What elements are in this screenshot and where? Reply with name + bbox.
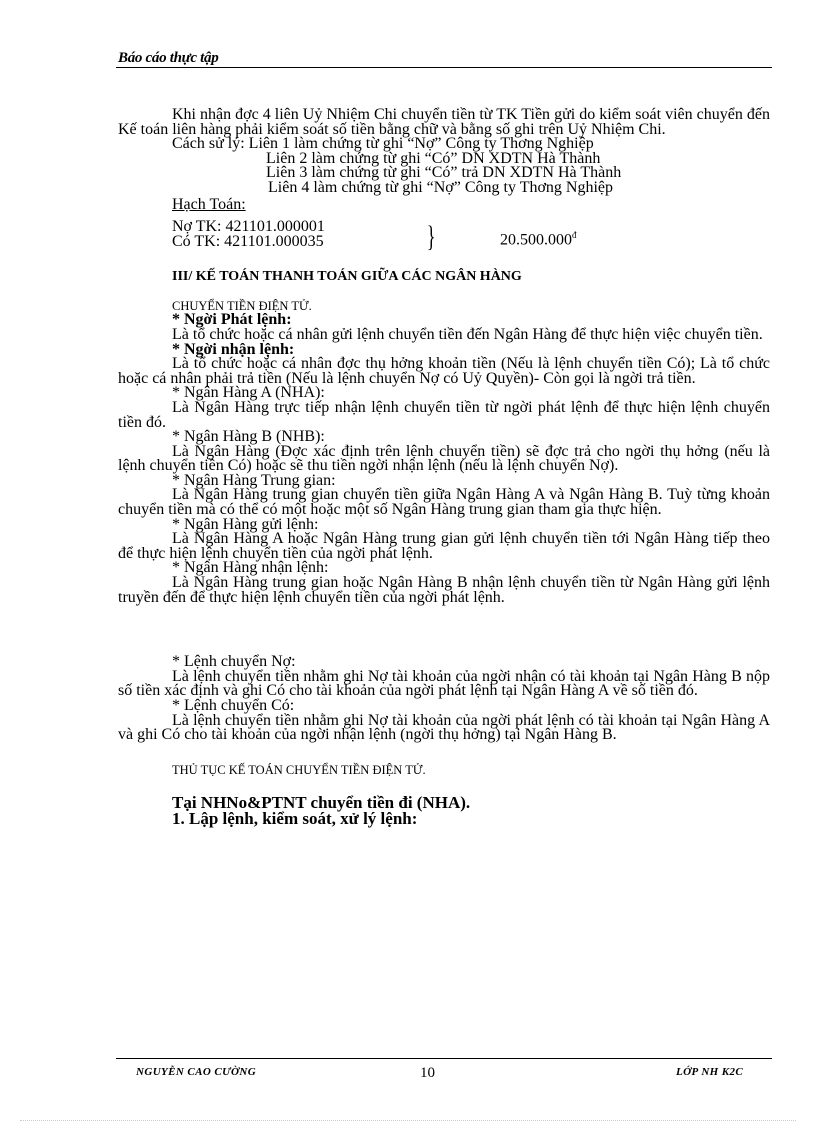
- header-title: Báo cáo thực tập: [118, 50, 219, 66]
- definition-title-3: * Ngân Hàng B (NHB):: [172, 428, 325, 446]
- definition-title-1: * Ngời nhận lệnh:: [172, 340, 295, 358]
- definition-title-0: * Ngời Phát lệnh:: [172, 311, 292, 329]
- definition-text-6: Là Ngân Hàng trung gian hoặc Ngân Hàng B nhận lệnh chuyển tiền từ Ngân Hàng gửi lệnh truyền đến để thực hiện lệnh chuyển tiền của ngời phát lệnh.: [118, 574, 770, 606]
- procedure-heading: THỦ TỤC KẾ TOÁN CHUYỂN TIỀN ĐIỆN TỬ.: [172, 762, 426, 777]
- document-body: [118, 108, 770, 827]
- definition-text-0: Là tổ chức hoặc cá nhân gửi lệnh chuyển tiền đến Ngân Hàng để thực hiện việc chuyển tiền.: [172, 325, 763, 343]
- debit-account: Nợ TK: 421101.000001: [172, 218, 325, 236]
- processing-line-4: Liên 4 làm chứng từ ghi “Nợ” Công ty Thơng Nghiệp: [268, 178, 614, 196]
- credit-account: Có TK: 421101.000035: [172, 233, 324, 251]
- definition-text-4: Là Ngân Hàng trung gian chuyển tiền giữa Ngân Hàng A và Ngân Hàng B. Tuỳ từng khoản chuyển tiền mà có thể có một hoặc một số Ngân Hàng trung gian tham gia thực hiện.: [118, 486, 770, 519]
- currency-symbol: đ: [572, 230, 577, 241]
- bottom-dotted-border: [20, 1120, 796, 1121]
- brace-symbol: }: [426, 220, 436, 254]
- header-divider: [116, 67, 772, 68]
- section-subheading: CHUYỂN TIỀN ĐIỆN TỬ.: [172, 298, 312, 313]
- order-title-0: * Lệnh chuyển Nợ:: [172, 653, 296, 671]
- definition-text-5: Là Ngân Hàng A hoặc Ngân Hàng trung gian gửi lệnh chuyển tiền tới Ngân Hàng tiếp theo để thực hiện lệnh chuyển tiền của ngời phát lệnh.: [118, 530, 770, 562]
- definition-title-4: * Ngân Hàng Trung gian:: [172, 471, 336, 489]
- procedure-bank: Tại NHNo&PTNT chuyển tiền đi (NHA).: [172, 793, 471, 813]
- definition-text-2: Là Ngân Hàng trực tiếp nhận lệnh chuyển tiền từ ngời phát lệnh để thực hiện lệnh chuyển tiền đó.: [118, 398, 770, 431]
- intro-paragraph: Khi nhận đợc 4 liên Uỷ Nhiệm Chi chuyển tiền từ TK Tiền gửi do kiểm soát viên chuyển đến Kế toán liên hàng phải kiểm soát số tiền bằng chữ và bằng số ghi trên Uỷ Nhiệm Chi.: [118, 106, 770, 138]
- spacer: [118, 605, 770, 655]
- footer-divider: [116, 1058, 772, 1059]
- order-title-1: * Lệnh chuyển Có:: [172, 697, 295, 714]
- footer-author: NGUYỄN CAO CƯỜNG: [136, 1066, 257, 1078]
- order-text-1: Là lệnh chuyển tiền nhằm ghi Nợ tài khoản của ngời phát lệnh có tài khoản tại Ngân Hàng A và ghi Có cho tài khoản của ngời nhận lệnh (ngời thụ hởng) tại Ngân Hàng B.: [118, 711, 770, 744]
- definition-title-6: * Ngân Hàng nhận lệnh:: [172, 559, 329, 577]
- page-number: 10: [420, 1065, 435, 1081]
- definition-title-2: * Ngân Hàng A (NHA):: [172, 384, 325, 402]
- order-text-0: Là lệnh chuyển tiền nhằm ghi Nợ tài khoản của ngời nhận có tài khoản tại Ngân Hàng B nộp số tiền xác định và ghi Có cho tài khoản của ngời phát lệnh tại Ngân Hàng A về số tiền đó.: [118, 667, 770, 700]
- definition-text-3: Là Ngân Hàng (Đợc xác định trên lệnh chuyển tiền) sẽ đợc trả cho ngời thụ hởng (nếu là lệnh chuyển tiền Có) hoặc sẽ thu tiền ngời nhận lệnh (nếu là lệnh chuyển Nợ).: [118, 442, 770, 475]
- procedure-step-1: 1. Lập lệnh, kiểm soát, xử lý lệnh:: [172, 809, 418, 829]
- definition-text-1: Là tổ chức hoặc cá nhân đợc thụ hởng khoản tiền (Nếu là lệnh chuyển tiền Có); Là tổ chức hoặc cá nhân phải trả tiền (Nếu là lệnh chuyển Nợ có Uỷ Quyền)- Còn gọi là ngời trả tiền.: [118, 355, 770, 387]
- processing-line-3: Liên 3 làm chứng từ ghi “Có” trả DN XDTN Hà Thành: [266, 164, 622, 182]
- processing-line-2: Liên 2 làm chứng từ ghi “Có” DN XDTN Hà Thành: [266, 149, 601, 167]
- accounting-entry: [118, 220, 770, 256]
- definition-title-5: * Ngân Hàng gửi lệnh:: [172, 515, 319, 533]
- accounting-heading: Hạch Toán:: [172, 195, 246, 213]
- section-heading: III/ KẾ TOÁN THANH TOÁN GIỮA CÁC NGÂN HÀNG: [172, 269, 522, 285]
- entry-amount: $20.500.000^đ$: [500, 230, 577, 249]
- footer-class: LỚP NH K2C: [676, 1066, 744, 1078]
- processing-line-1: Cách sử lý: Liên 1 làm chứng từ ghi “Nợ” Công ty Thơng Nghiệp: [172, 135, 594, 153]
